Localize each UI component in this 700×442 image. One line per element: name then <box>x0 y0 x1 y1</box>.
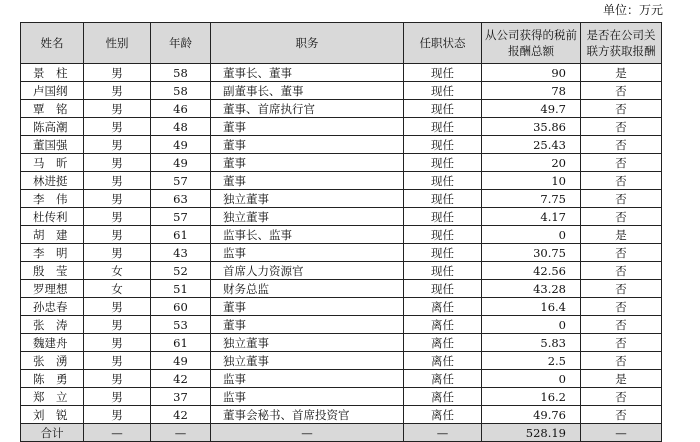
position-cell: 董事 <box>211 316 404 334</box>
position-cell: 监事长、监事 <box>211 226 404 244</box>
age-cell: 58 <box>151 82 211 100</box>
status-cell: 离任 <box>404 352 482 370</box>
position-cell: 独立董事 <box>211 208 404 226</box>
header-compensation: 从公司获得的税前报酬总额 <box>482 23 581 64</box>
compensation-cell: 78 <box>482 82 581 100</box>
gender-cell: 男 <box>84 316 151 334</box>
compensation-cell: 49.7 <box>482 100 581 118</box>
position-cell: 副董事长、董事 <box>211 82 404 100</box>
compensation-table <box>20 22 662 442</box>
name-cell: 卢国纲 <box>21 82 84 100</box>
total-status: — <box>404 424 482 442</box>
related-party-cell: 否 <box>581 352 662 370</box>
status-cell: 现任 <box>404 226 482 244</box>
status-cell: 现任 <box>404 118 482 136</box>
compensation-cell: 90 <box>482 64 581 82</box>
name-cell: 陈 勇 <box>21 370 84 388</box>
name-cell: 董国强 <box>21 136 84 154</box>
table-row <box>21 172 662 190</box>
total-compensation: 528.19 <box>482 424 581 442</box>
related-party-cell: 否 <box>581 334 662 352</box>
table-row <box>21 64 662 82</box>
name-cell: 罗理想 <box>21 280 84 298</box>
position-cell: 独立董事 <box>211 352 404 370</box>
table-row <box>21 244 662 262</box>
table-row <box>21 388 662 406</box>
age-cell: 48 <box>151 118 211 136</box>
name-cell: 景 柱 <box>21 64 84 82</box>
age-cell: 63 <box>151 190 211 208</box>
age-cell: 61 <box>151 334 211 352</box>
age-cell: 46 <box>151 100 211 118</box>
status-cell: 现任 <box>404 136 482 154</box>
age-cell: 49 <box>151 154 211 172</box>
related-party-cell: 否 <box>581 388 662 406</box>
compensation-cell: 0 <box>482 370 581 388</box>
position-cell: 董事会秘书、首席投资官 <box>211 406 404 424</box>
compensation-cell: 20 <box>482 154 581 172</box>
gender-cell: 男 <box>84 370 151 388</box>
table-row <box>21 190 662 208</box>
unit-label: 单位：万元 <box>602 3 663 17</box>
total-label: 合计 <box>21 424 84 442</box>
compensation-cell: 4.17 <box>482 208 581 226</box>
name-cell: 覃 铭 <box>21 100 84 118</box>
age-cell: 42 <box>151 406 211 424</box>
related-party-cell: 是 <box>581 64 662 82</box>
table-row <box>21 352 662 370</box>
related-party-cell: 否 <box>581 208 662 226</box>
gender-cell: 女 <box>84 262 151 280</box>
total-position: — <box>211 424 404 442</box>
status-cell: 现任 <box>404 82 482 100</box>
position-cell: 监事 <box>211 370 404 388</box>
name-cell: 林进挺 <box>21 172 84 190</box>
related-party-cell: 否 <box>581 100 662 118</box>
status-cell: 现任 <box>404 280 482 298</box>
table-row <box>21 280 662 298</box>
gender-cell: 男 <box>84 172 151 190</box>
gender-cell: 男 <box>84 208 151 226</box>
header-related-party: 是否在公司关联方获取报酬 <box>581 23 662 64</box>
table-row <box>21 154 662 172</box>
name-cell: 杜传利 <box>21 208 84 226</box>
age-cell: 37 <box>151 388 211 406</box>
table-row <box>21 118 662 136</box>
compensation-cell: 7.75 <box>482 190 581 208</box>
age-cell: 57 <box>151 172 211 190</box>
compensation-cell: 35.86 <box>482 118 581 136</box>
gender-cell: 男 <box>84 190 151 208</box>
name-cell: 郑 立 <box>21 388 84 406</box>
position-cell: 董事 <box>211 172 404 190</box>
table-row <box>21 298 662 316</box>
status-cell: 离任 <box>404 298 482 316</box>
age-cell: 51 <box>151 280 211 298</box>
gender-cell: 男 <box>84 64 151 82</box>
compensation-cell: 49.76 <box>482 406 581 424</box>
related-party-cell: 否 <box>581 118 662 136</box>
gender-cell: 女 <box>84 280 151 298</box>
age-cell: 52 <box>151 262 211 280</box>
total-age: — <box>151 424 211 442</box>
total-related-party: — <box>581 424 662 442</box>
name-cell: 马 昕 <box>21 154 84 172</box>
status-cell: 现任 <box>404 190 482 208</box>
age-cell: 43 <box>151 244 211 262</box>
table-row <box>21 82 662 100</box>
gender-cell: 男 <box>84 118 151 136</box>
position-cell: 监事 <box>211 388 404 406</box>
table-row <box>21 262 662 280</box>
age-cell: 49 <box>151 136 211 154</box>
compensation-cell: 5.83 <box>482 334 581 352</box>
name-cell: 孙忠春 <box>21 298 84 316</box>
name-cell: 殷 莹 <box>21 262 84 280</box>
gender-cell: 男 <box>84 226 151 244</box>
related-party-cell: 否 <box>581 82 662 100</box>
gender-cell: 男 <box>84 244 151 262</box>
status-cell: 现任 <box>404 172 482 190</box>
table-row <box>21 100 662 118</box>
gender-cell: 男 <box>84 352 151 370</box>
compensation-cell: 30.75 <box>482 244 581 262</box>
header-name: 姓名 <box>21 23 84 64</box>
position-cell: 董事 <box>211 136 404 154</box>
position-cell: 董事、首席执行官 <box>211 100 404 118</box>
age-cell: 61 <box>151 226 211 244</box>
age-cell: 58 <box>151 64 211 82</box>
gender-cell: 男 <box>84 154 151 172</box>
compensation-cell: 16.4 <box>482 298 581 316</box>
header-status: 任职状态 <box>404 23 482 64</box>
gender-cell: 男 <box>84 82 151 100</box>
position-cell: 独立董事 <box>211 190 404 208</box>
table-row <box>21 136 662 154</box>
status-cell: 离任 <box>404 388 482 406</box>
status-cell: 现任 <box>404 262 482 280</box>
compensation-cell: 43.28 <box>482 280 581 298</box>
related-party-cell: 是 <box>581 226 662 244</box>
compensation-cell: 10 <box>482 172 581 190</box>
status-cell: 现任 <box>404 100 482 118</box>
gender-cell: 男 <box>84 334 151 352</box>
position-cell: 监事 <box>211 244 404 262</box>
status-cell: 离任 <box>404 316 482 334</box>
age-cell: 60 <box>151 298 211 316</box>
total-gender: — <box>84 424 151 442</box>
total-row <box>21 424 662 442</box>
gender-cell: 男 <box>84 406 151 424</box>
header-row <box>21 23 662 64</box>
position-cell: 财务总监 <box>211 280 404 298</box>
name-cell: 胡 建 <box>21 226 84 244</box>
header-position: 职务 <box>211 23 404 64</box>
status-cell: 离任 <box>404 334 482 352</box>
name-cell: 刘 锐 <box>21 406 84 424</box>
related-party-cell: 否 <box>581 190 662 208</box>
related-party-cell: 否 <box>581 406 662 424</box>
compensation-cell: 0 <box>482 316 581 334</box>
name-cell: 陈高潮 <box>21 118 84 136</box>
compensation-cell: 42.56 <box>482 262 581 280</box>
compensation-cell: 0 <box>482 226 581 244</box>
related-party-cell: 否 <box>581 244 662 262</box>
age-cell: 49 <box>151 352 211 370</box>
table-row <box>21 316 662 334</box>
table-row <box>21 370 662 388</box>
related-party-cell: 否 <box>581 172 662 190</box>
related-party-cell: 否 <box>581 154 662 172</box>
table-row <box>21 226 662 244</box>
name-cell: 李 明 <box>21 244 84 262</box>
position-cell: 董事 <box>211 118 404 136</box>
compensation-cell: 2.5 <box>482 352 581 370</box>
compensation-cell: 25.43 <box>482 136 581 154</box>
related-party-cell: 否 <box>581 280 662 298</box>
status-cell: 现任 <box>404 208 482 226</box>
header-age: 年龄 <box>151 23 211 64</box>
table-row <box>21 334 662 352</box>
status-cell: 现任 <box>404 64 482 82</box>
name-cell: 魏建舟 <box>21 334 84 352</box>
age-cell: 57 <box>151 208 211 226</box>
age-cell: 42 <box>151 370 211 388</box>
name-cell: 张 涛 <box>21 316 84 334</box>
related-party-cell: 是 <box>581 370 662 388</box>
position-cell: 独立董事 <box>211 334 404 352</box>
related-party-cell: 否 <box>581 298 662 316</box>
age-cell: 53 <box>151 316 211 334</box>
gender-cell: 男 <box>84 100 151 118</box>
name-cell: 张 湧 <box>21 352 84 370</box>
gender-cell: 男 <box>84 136 151 154</box>
related-party-cell: 否 <box>581 262 662 280</box>
position-cell: 董事 <box>211 298 404 316</box>
table-row <box>21 208 662 226</box>
compensation-cell: 16.2 <box>482 388 581 406</box>
status-cell: 现任 <box>404 154 482 172</box>
gender-cell: 男 <box>84 388 151 406</box>
related-party-cell: 否 <box>581 136 662 154</box>
gender-cell: 男 <box>84 298 151 316</box>
position-cell: 董事长、董事 <box>211 64 404 82</box>
status-cell: 离任 <box>404 406 482 424</box>
related-party-cell: 否 <box>581 316 662 334</box>
position-cell: 首席人力资源官 <box>211 262 404 280</box>
header-gender: 性别 <box>84 23 151 64</box>
position-cell: 董事 <box>211 154 404 172</box>
name-cell: 李 伟 <box>21 190 84 208</box>
status-cell: 现任 <box>404 244 482 262</box>
status-cell: 离任 <box>404 370 482 388</box>
